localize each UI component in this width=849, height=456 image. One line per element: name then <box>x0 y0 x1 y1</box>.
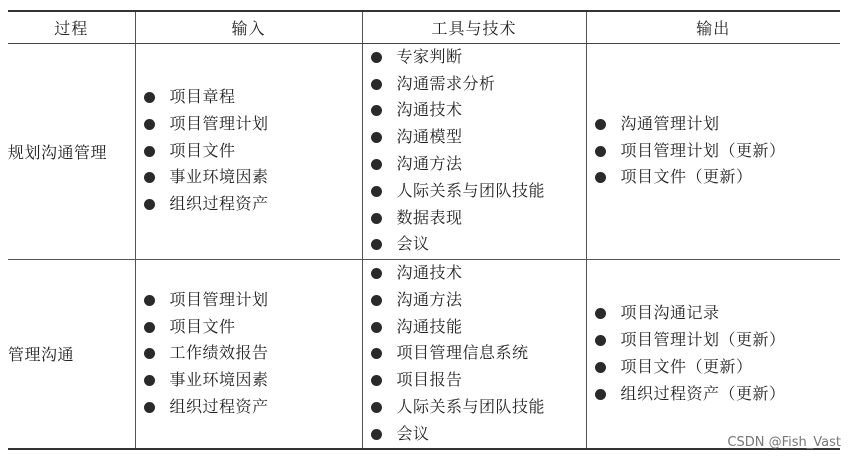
bullet-icon <box>371 79 382 90</box>
list-item-label: 项目文件 <box>169 140 236 160</box>
list-item-label: 沟通方法 <box>396 154 463 173</box>
list-item-label: 项目文件（更新） <box>620 356 753 376</box>
list-item <box>144 367 362 394</box>
inputs-list <box>136 84 362 218</box>
bullet-icon <box>371 429 382 440</box>
header-tools: 工具与技术 <box>362 11 586 43</box>
list-item <box>144 164 362 191</box>
bullet-icon <box>144 375 155 386</box>
bullet-icon <box>595 172 606 183</box>
bullet-icon <box>144 322 155 333</box>
tools-list <box>363 44 586 258</box>
process-cell: 管理沟通 <box>8 259 135 449</box>
list-item <box>144 138 362 165</box>
list-item <box>371 124 586 151</box>
list-item-label: 项目章程 <box>169 87 236 106</box>
bullet-icon <box>144 402 155 413</box>
list-item <box>144 191 362 218</box>
list-item-label: 沟通技能 <box>396 316 463 336</box>
process-table <box>8 10 840 450</box>
list-item-label: 事业环境因素 <box>169 370 269 390</box>
outputs-cell <box>586 259 840 449</box>
header-row <box>8 11 840 43</box>
list-item-label: 沟通管理计划 <box>620 113 720 133</box>
list-item <box>595 138 841 165</box>
list-item <box>371 340 586 367</box>
tools-cell <box>362 259 586 449</box>
list-item <box>371 178 586 205</box>
list-item-label: 项目管理计划（更新） <box>620 329 786 349</box>
list-item-label: 沟通技术 <box>396 100 463 120</box>
list-item-label: 沟通模型 <box>396 127 463 147</box>
outputs-list <box>587 111 841 191</box>
process-cell: 规划沟通管理 <box>8 43 135 259</box>
bullet-icon <box>595 146 606 157</box>
list-item <box>371 314 586 341</box>
list-item <box>371 231 586 258</box>
bullet-icon <box>144 172 155 183</box>
bullet-icon <box>371 186 382 197</box>
bullet-icon <box>371 52 382 63</box>
bullet-icon <box>595 389 606 400</box>
inputs-cell <box>135 259 362 449</box>
outputs-cell <box>586 43 840 259</box>
list-item-label: 专家判断 <box>396 46 463 66</box>
bullet-icon <box>595 119 606 130</box>
bullet-icon <box>595 362 606 373</box>
list-item-label: 组织过程资产 <box>169 396 269 416</box>
bullet-icon <box>371 213 382 224</box>
list-item <box>144 111 362 138</box>
list-item-label: 数据表现 <box>396 207 463 227</box>
list-item-label: 会议 <box>396 423 430 443</box>
list-item <box>144 340 362 367</box>
bullet-icon <box>371 159 382 170</box>
list-item-label: 项目管理计划 <box>169 289 269 309</box>
list-item <box>595 300 841 327</box>
bullet-icon <box>371 375 382 386</box>
bullet-icon <box>371 322 382 333</box>
list-item <box>144 394 362 421</box>
list-item <box>371 421 586 448</box>
list-item-label: 项目文件（更新） <box>620 167 753 187</box>
list-item-label: 会议 <box>396 234 430 254</box>
header-process: 过程 <box>8 11 135 43</box>
bullet-icon <box>144 92 155 103</box>
tools-cell <box>362 43 586 259</box>
list-item-label: 项目管理计划（更新） <box>620 140 786 160</box>
list-item <box>371 71 586 98</box>
tools-list <box>363 260 586 448</box>
bullet-icon <box>595 335 606 346</box>
list-item <box>371 394 586 421</box>
list-item-label: 人际关系与团队技能 <box>396 396 546 416</box>
list-item-label: 项目报告 <box>396 370 463 390</box>
bullet-icon <box>371 402 382 413</box>
list-item-label: 沟通需求分析 <box>396 73 496 93</box>
bullet-icon <box>144 146 155 157</box>
inputs-list <box>136 287 362 421</box>
bullet-icon <box>144 295 155 306</box>
list-item <box>144 314 362 341</box>
list-item-label: 人际关系与团队技能 <box>396 180 546 200</box>
bullet-icon <box>371 295 382 306</box>
bullet-icon <box>371 105 382 116</box>
list-item <box>595 381 841 408</box>
list-item <box>595 327 841 354</box>
bullet-icon <box>371 268 382 279</box>
list-item-label: 项目沟通记录 <box>620 303 720 323</box>
list-item-label: 沟通方法 <box>396 289 463 309</box>
list-item-label: 项目文件 <box>169 316 236 336</box>
list-item <box>144 287 362 314</box>
bullet-icon <box>144 348 155 359</box>
list-item-label: 工作绩效报告 <box>169 343 269 363</box>
header-inputs: 输入 <box>135 11 362 43</box>
list-item-label: 组织过程资产（更新） <box>620 383 786 403</box>
list-item-label: 项目管理信息系统 <box>396 343 529 363</box>
bullet-icon <box>595 308 606 319</box>
table-row <box>8 43 840 259</box>
list-item <box>595 164 841 191</box>
list-item <box>371 367 586 394</box>
list-item <box>371 205 586 232</box>
list-item-label: 事业环境因素 <box>169 167 269 187</box>
list-item-label: 组织过程资产 <box>169 194 269 214</box>
outputs-list <box>587 300 841 407</box>
list-item <box>144 84 362 111</box>
bullet-icon <box>144 119 155 130</box>
inputs-cell <box>135 43 362 259</box>
list-item <box>371 97 586 124</box>
list-item <box>595 354 841 381</box>
bullet-icon <box>144 199 155 210</box>
bullet-icon <box>371 239 382 250</box>
bullet-icon <box>371 132 382 143</box>
list-item-label: 沟通技术 <box>396 262 463 282</box>
list-item <box>371 44 586 71</box>
header-outputs: 输出 <box>586 11 840 43</box>
table-row <box>8 259 840 449</box>
list-item <box>371 151 586 178</box>
list-item <box>595 111 841 138</box>
list-item <box>371 260 586 287</box>
list-item-label: 项目管理计划 <box>169 113 269 133</box>
bullet-icon <box>371 348 382 359</box>
list-item <box>371 287 586 314</box>
watermark: CSDN @Fish_Vast <box>727 435 841 450</box>
